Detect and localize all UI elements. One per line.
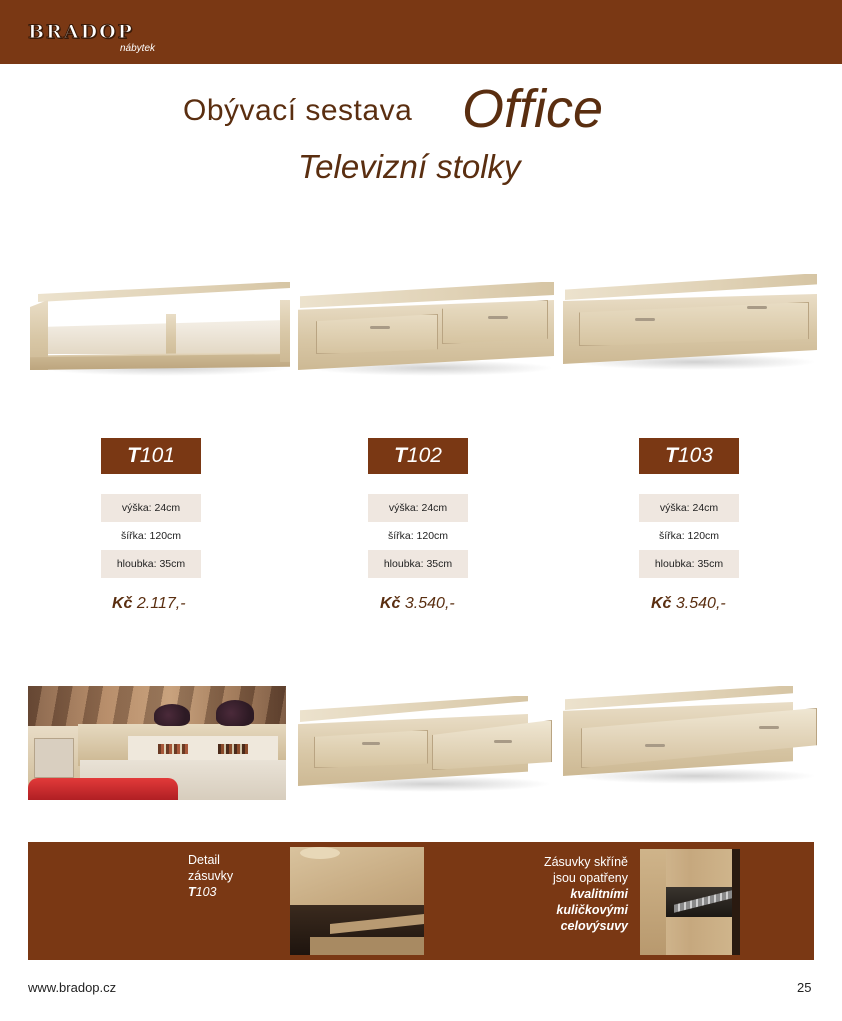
product-code-t102: T102 <box>368 438 468 474</box>
page-number: 25 <box>797 980 812 995</box>
brand-name: BRADOP <box>28 21 134 43</box>
spec-height: výška: 24cm <box>639 494 739 522</box>
website-link[interactable]: www.bradop.cz <box>28 980 117 995</box>
drawers-caption: Zásuvky skříně jsou opatřeny kvalitními kuličkovými celovýsuvy <box>543 855 628 933</box>
product-image-t103 <box>563 274 819 370</box>
spec-height: výška: 24cm <box>368 494 468 522</box>
product-code-t103: T103 <box>639 438 739 474</box>
spec-width: šířka: 120cm <box>120 530 182 542</box>
page-title-line1: Obývací sestava <box>183 94 413 127</box>
collection-name: Office <box>462 79 604 139</box>
product-image-t101 <box>30 282 292 377</box>
page-title-line2: Televizní stolky <box>298 148 521 185</box>
room-photo <box>28 686 286 800</box>
drawer-detail-photo <box>290 847 424 955</box>
product-image-t103-open <box>563 686 819 786</box>
detail-band <box>28 842 814 960</box>
price-t102: Kč 3.540,- <box>380 595 455 612</box>
product-code-t101: T101 <box>101 438 201 474</box>
price-t101: Kč 2.117,- <box>112 595 186 612</box>
brand-logo <box>28 21 156 54</box>
spec-width: šířka: 120cm <box>387 530 449 542</box>
slide-rail-photo <box>640 849 740 955</box>
spec-depth: hloubka: 35cm <box>368 550 468 578</box>
product-image-t102-open <box>298 696 554 796</box>
detail-caption: Detail zásuvky T103 <box>188 853 234 899</box>
spec-depth: hloubka: 35cm <box>639 550 739 578</box>
brand-subtitle: nábytek <box>120 43 156 54</box>
header-bar <box>0 0 842 64</box>
spec-height: výška: 24cm <box>101 494 201 522</box>
product-image-t102 <box>298 282 556 377</box>
spec-width: šířka: 120cm <box>658 530 720 542</box>
spec-depth: hloubka: 35cm <box>101 550 201 578</box>
price-t103: Kč 3.540,- <box>651 595 726 612</box>
